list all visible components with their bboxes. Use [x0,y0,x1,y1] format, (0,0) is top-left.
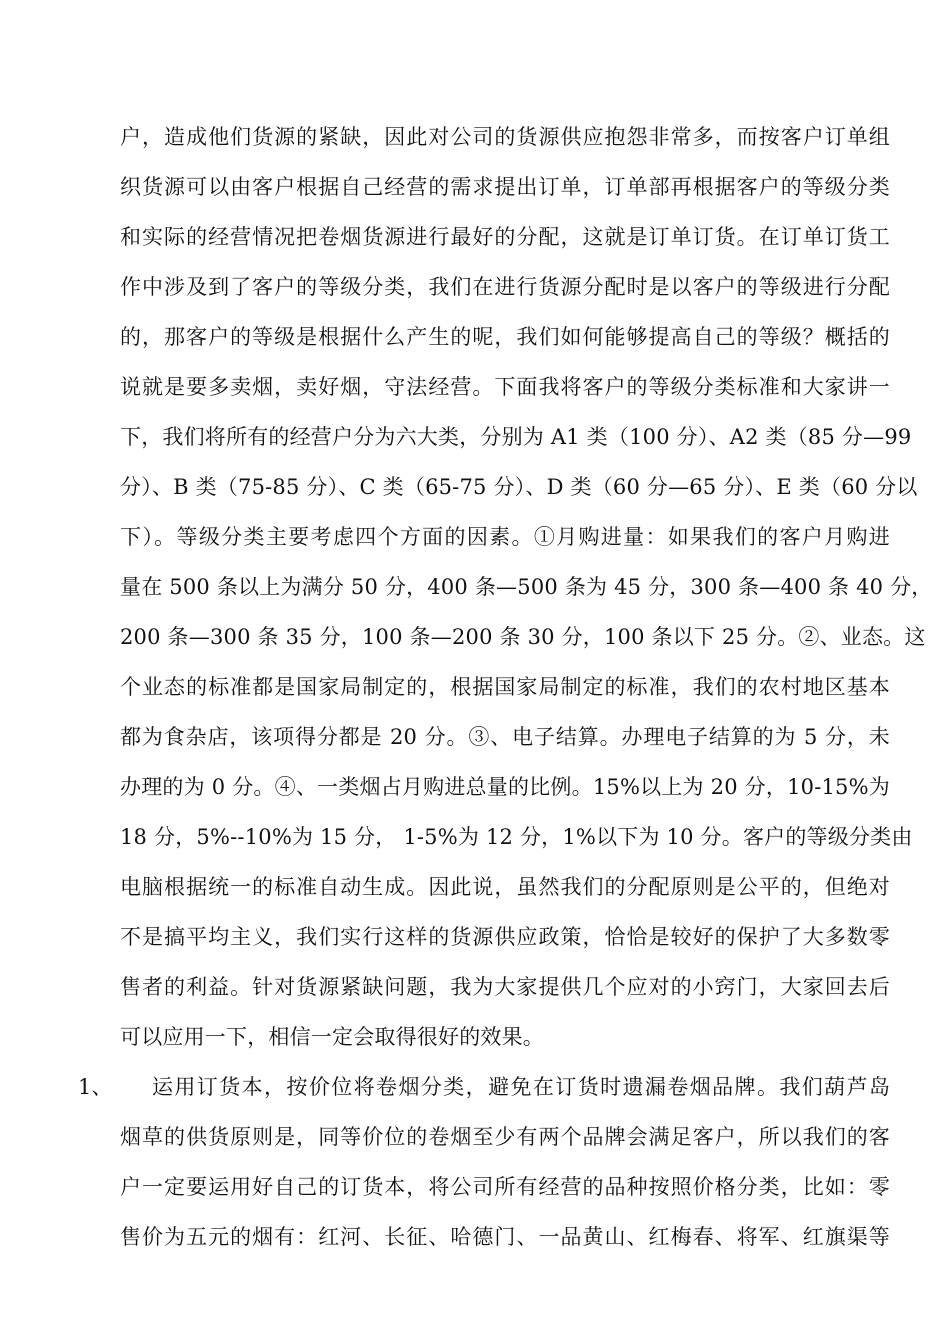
body-text-line: 电脑根据统一的标准自动生成。因此说，虽然我们的分配原则是公平的，但绝对 [120,875,890,899]
body-text-line: 户，造成他们货源的紧缺，因此对公司的货源供应抱怨非常多，而按客户订单组 [120,125,890,149]
body-text-line: 18 分，5%--10%为 15 分， 1-5%为 12 分，1%以下为 10 分。客户的等级分类由 [120,825,913,849]
body-text-line: 下，我们将所有的经营户分为六大类，分别为 A1 类（100 分）、A2 类（85 分—99 [120,425,912,449]
body-text-line: 量在 500 条以上为满分 50 分，400 条—500 条为 45 分，300 条—400 条 40 分， [120,575,933,599]
list-item-text-line: 户一定要运用好自己的订货本，将公司所有经营的品种按照价格分类，比如：零 [120,1175,890,1199]
body-text-line: 200 条—300 条 35 分，100 条—200 条 30 分，100 条以下 25 分。②、业态。这 [120,625,926,649]
body-text-line: 个业态的标准都是国家局制定的，根据国家局制定的标准，我们的农村地区基本 [120,675,890,699]
body-text-line: 和实际的经营情况把卷烟货源进行最好的分配，这就是订单订货。在订单订货工 [120,225,890,249]
body-text-line: 售者的利益。针对货源紧缺问题，我为大家提供几个应对的小窍门，大家回去后 [120,975,890,999]
body-text-line: 可以应用一下，相信一定会取得很好的效果。 [120,1025,544,1049]
body-text-line: 办理的为 0 分。④、一类烟占月购进总量的比例。15%以上为 20 分，10-15%为 [120,775,890,799]
body-text-line: 都为食杂店，该项得分都是 20 分。③、电子结算。办理电子结算的为 5 分，未 [120,725,890,749]
list-item-text-line: 烟草的供货原则是，同等价位的卷烟至少有两个品牌会满足客户，所以我们的客 [120,1125,890,1149]
body-text-line: 下）。等级分类主要考虑四个方面的因素。①月购进量：如果我们的客户月购进 [120,525,890,549]
body-text-line: 作中涉及到了客户的等级分类，我们在进行货源分配时是以客户的等级进行分配 [120,275,890,299]
body-text-line: 说就是要多卖烟，卖好烟，守法经营。下面我将客户的等级分类标准和大家讲一 [120,375,890,399]
list-item-text-line: 运用订货本，按价位将卷烟分类，避免在订货时遗漏卷烟品牌。我们葫芦岛 [152,1075,890,1099]
body-text-line: 不是搞平均主义，我们实行这样的货源供应政策，恰恰是较好的保护了大多数零 [120,925,890,949]
body-text-line: 分）、B 类（75-85 分）、C 类（65-75 分）、D 类（60 分—65 分）、E 类（60 分以 [120,475,918,499]
list-item-text-line: 售价为五元的烟有：红河、长征、哈德门、一品黄山、红梅春、将军、红旗渠等 [120,1225,890,1249]
body-text-line: 的，那客户的等级是根据什么产生的呢，我们如何能够提高自己的等级？概括的 [120,325,890,349]
list-marker: 1、 [78,1075,113,1099]
body-text-line: 织货源可以由客户根据自己经营的需求提出订单，订单部再根据客户的等级分类 [120,175,890,199]
